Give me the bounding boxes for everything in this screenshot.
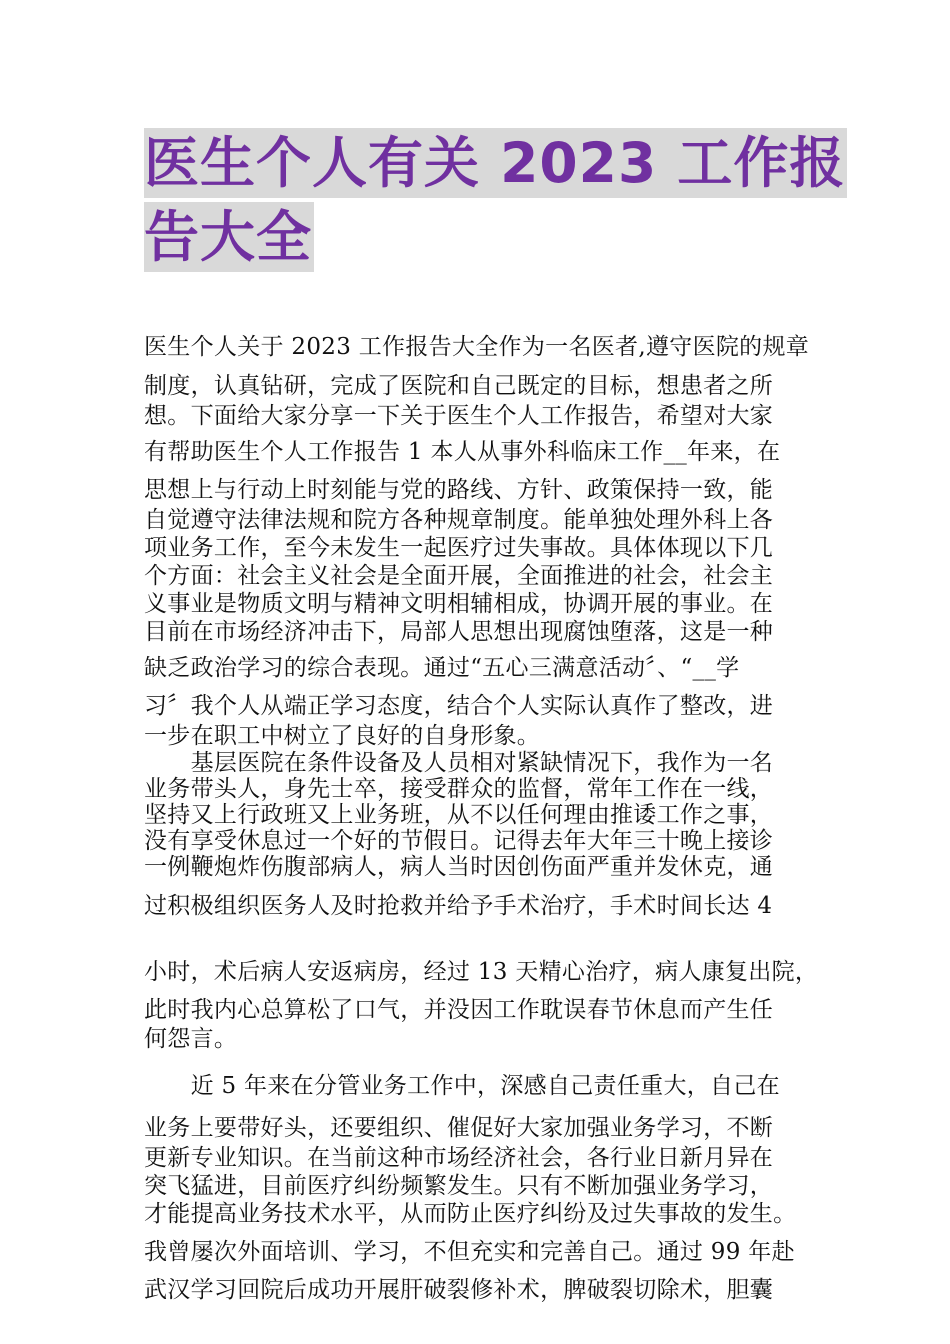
body-line: 一步在职工中树立了良好的自身形象。 (144, 723, 541, 749)
document-body (144, 330, 819, 1306)
body-line: 义事业是物质文明与精神文明相辅相成，协调开展的事业。在 (144, 591, 774, 617)
body-line: 我曾屡次外面培训、学习，不但充实和完善自己。通过 99 年赴 (144, 1239, 795, 1265)
body-line: 有帮助医生个人工作报告 1 本人从事外科临床工作__年来，在 (144, 439, 781, 465)
body-line: 坚持又上行政班又上业务班，从不以任何理由推诿工作之事， (144, 802, 774, 828)
document-title (144, 128, 846, 276)
body-line: 业务带头人，身先士卒，接受群众的监督，常年工作在一线， (144, 776, 774, 802)
body-line: 何怨言。 (144, 1026, 238, 1052)
body-line: 业务上要带好头，还要组织、催促好大家加强业务学习，不断 (144, 1115, 774, 1141)
body-line: 目前在市场经济冲击下，局部人思想出现腐蚀堕落，这是一种 (144, 619, 774, 645)
body-line: 习〞我个人从端正学习态度，结合个人实际认真作了整改，进 (144, 693, 774, 719)
body-line: 思想上与行动上时刻能与党的路线、方针、政策保持一致，能 (144, 477, 774, 503)
body-line: 近 5 年来在分管业务工作中，深感自己责任重大，自己在 (144, 1073, 780, 1099)
body-line: 缺乏政治学习的综合表现。通过“五心三满意活动〞、“__学 (144, 655, 740, 681)
title-line-1: 医生个人有关 2023 工作报 (144, 128, 847, 198)
body-line: 自觉遵守法律法规和院方各种规章制度。能单独处理外科上各 (144, 507, 774, 533)
body-line: 项业务工作，至今未发生一起医疗过失事故。具体体现以下几 (144, 535, 774, 561)
body-line: 制度，认真钻研，完成了医院和自己既定的目标，想患者之所 (144, 373, 774, 399)
body-line: 想。下面给大家分享一下关于医生个人工作报告，希望对大家 (144, 403, 774, 429)
body-line: 过积极组织医务人及时抢救并给予手术治疗，手术时间长达 4 (144, 893, 773, 919)
body-line: 此时我内心总算松了口气，并没因工作耽误春节休息而产生任 (144, 997, 774, 1023)
body-line: 基层医院在条件设备及人员相对紧缺情况下，我作为一名 (144, 750, 774, 776)
body-line: 小时，术后病人安返病房，经过 13 天精心治疗，病人康复出院， (144, 959, 819, 985)
body-line: 没有享受休息过一个好的节假日。记得去年大年三十晚上接诊 (144, 828, 774, 854)
body-line: 才能提高业务技术水平，从而防止医疗纠纷及过失事故的发生。 (144, 1201, 797, 1227)
title-line-2: 告大全 (144, 202, 314, 272)
body-line: 更新专业知识。在当前这种市场经济社会，各行业日新月异在 (144, 1145, 774, 1171)
body-line: 个方面：社会主义社会是全面开展，全面推进的社会，社会主 (144, 563, 774, 589)
body-line: 武汉学习回院后成功开展肝破裂修补术，脾破裂切除术，胆囊 (144, 1277, 774, 1303)
body-line: 医生个人关于 2023 工作报告大全作为一名医者,遵守医院的规章 (144, 334, 810, 360)
body-line: 突飞猛进，目前医疗纠纷频繁发生。只有不断加强业务学习， (144, 1173, 774, 1199)
body-line: 一例鞭炮炸伤腹部病人，病人当时因创伤面严重并发休克，通 (144, 854, 774, 880)
